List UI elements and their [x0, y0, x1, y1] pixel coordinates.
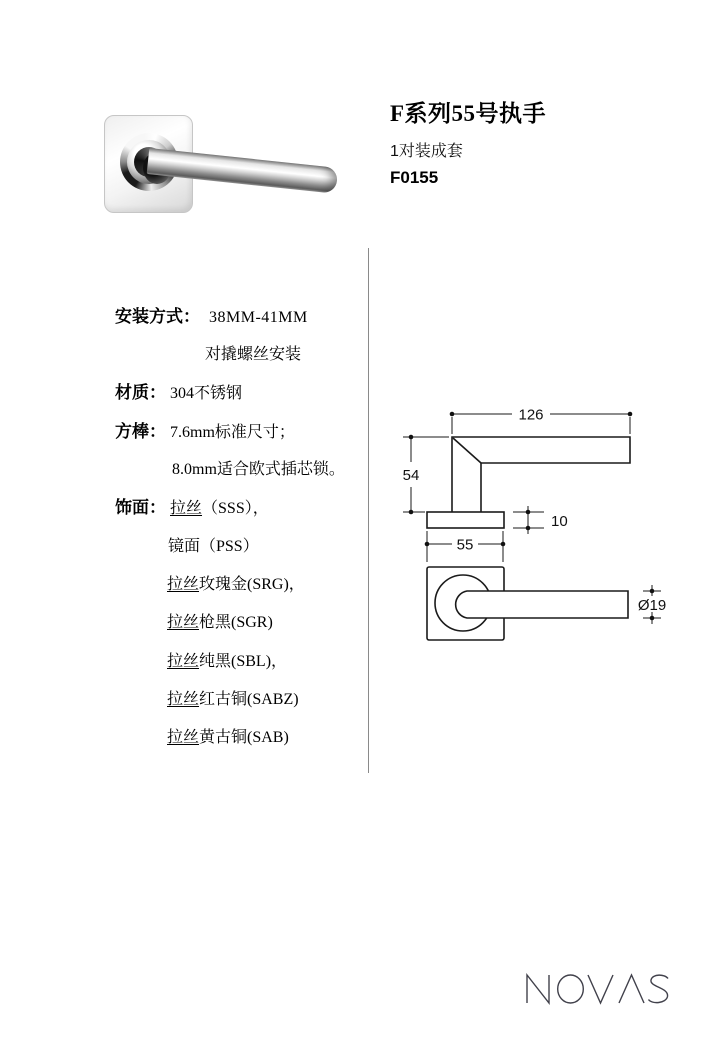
spec-material-value: 304不锈钢 [170, 385, 243, 402]
logo-letter-n [527, 975, 549, 1003]
logo-letter-s [649, 975, 669, 1003]
dim-length-label: 126 [518, 406, 544, 424]
dim-rose-width-label: 55 [456, 536, 474, 554]
rose-plate-side [427, 512, 504, 528]
product-photo [85, 92, 350, 232]
finish-item: 拉丝黄古铜(SAB) [167, 729, 289, 746]
spec-spindle-value1: 7.6mm标准尺寸； [170, 424, 295, 441]
lever-side-outline [452, 437, 630, 512]
spec-spindle-line2: 8.0mm适合欧式插芯锁。 [172, 461, 345, 478]
technical-drawing [390, 400, 680, 650]
novas-logo [524, 973, 672, 1005]
product-subtitle: 1对装成套 [390, 143, 463, 160]
spec-finish-label: 饰面： [115, 498, 166, 517]
dim-thickness-label: 10 [551, 513, 568, 530]
finish-item: 拉丝红古铜(SABZ) [167, 691, 299, 708]
finish-item: 拉丝枪黑(SGR) [167, 614, 273, 631]
product-model: F0155 [390, 168, 439, 187]
spec-material [115, 382, 242, 405]
lever-front [456, 591, 628, 618]
spec-material-label: 材质： [115, 383, 166, 402]
finish-item: 镜面（PSS） [168, 538, 259, 555]
logo-letter-o [558, 975, 584, 1003]
column-divider [368, 248, 369, 773]
spec-spindle [115, 421, 295, 444]
logo-letter-v [588, 975, 613, 1003]
finish-item: 拉丝玫瑰金(SRG)， [167, 576, 305, 593]
dim-diameter-label: Ø19 [637, 597, 667, 614]
spec-install-label: 安装方式： [115, 307, 200, 326]
spec-install-line2: 对撬螺丝安装 [205, 346, 302, 363]
spec-install-value: 38MM-41MM [209, 309, 308, 326]
finish-item: 拉丝纯黑(SBL)， [167, 653, 288, 670]
spec-install [115, 306, 308, 329]
dim-height-label: 54 [402, 467, 420, 484]
spec-spindle-label: 方棒： [115, 422, 166, 441]
spec-finish: 饰面： 拉丝（SSS）， [115, 498, 269, 517]
page-title: F系列55号执手 [390, 101, 547, 126]
logo-letter-a [619, 975, 644, 1003]
lever-neck-diagonal [453, 438, 481, 463]
